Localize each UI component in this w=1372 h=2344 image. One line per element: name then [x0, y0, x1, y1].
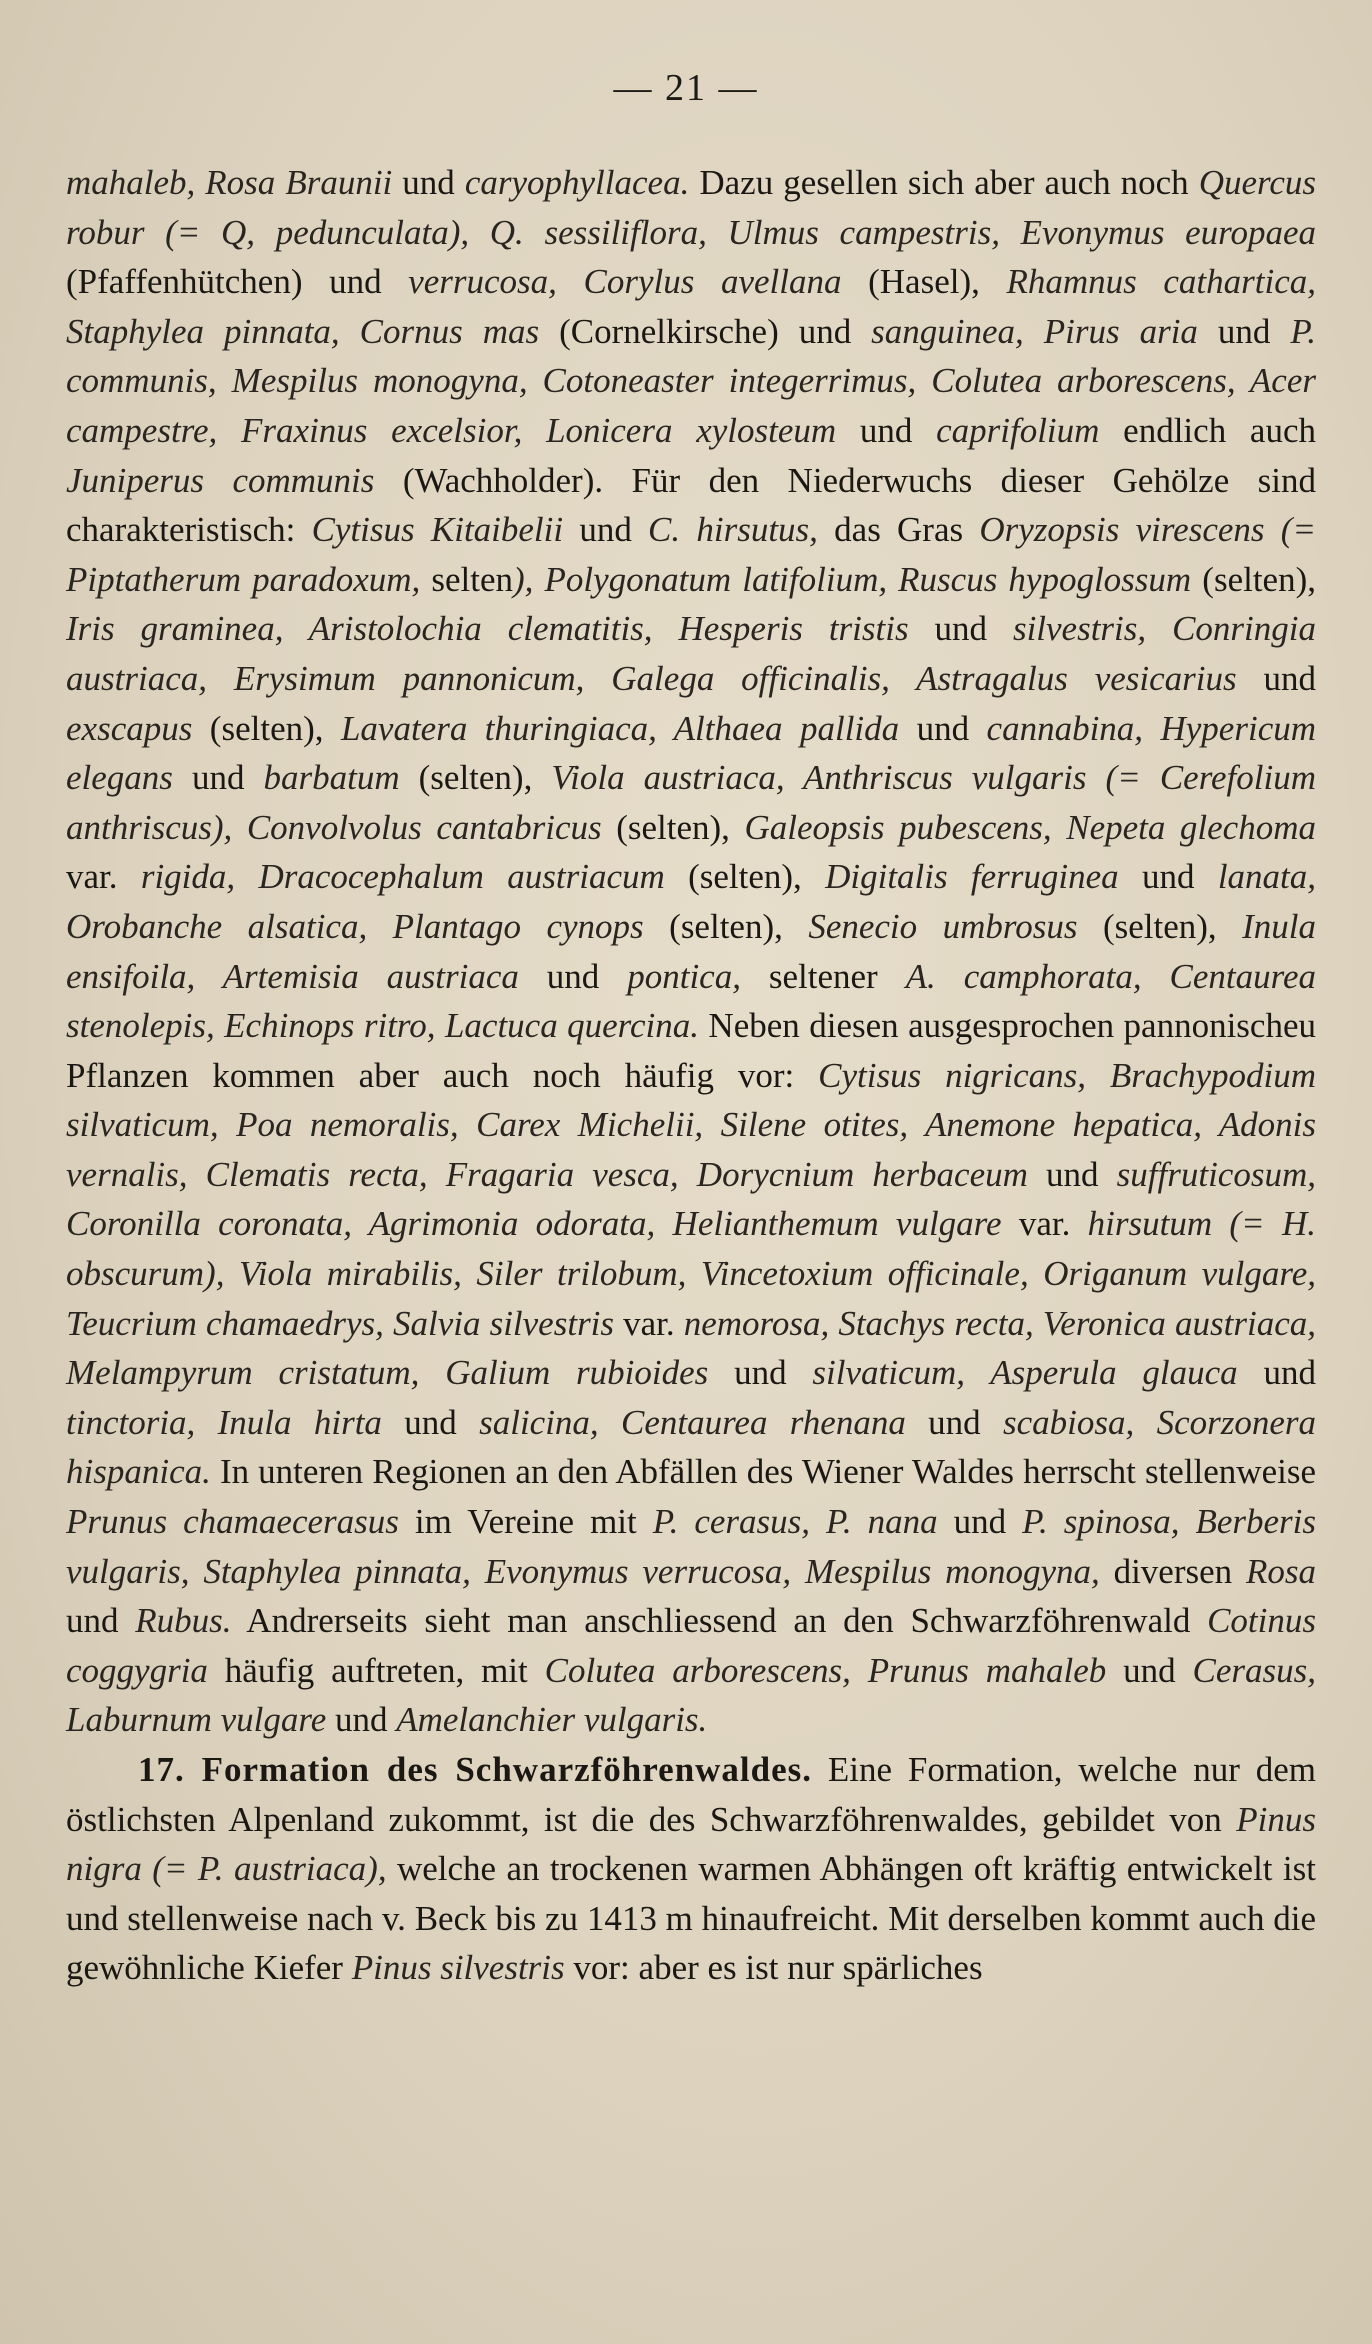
- section-heading: 17. Formation des Schwarzföhrenwaldes.: [138, 1750, 813, 1789]
- taxon-name: Juniperus communis: [66, 460, 375, 500]
- body-run: im Vereine mit: [398, 1502, 653, 1542]
- taxon-name: Rosa: [1245, 1551, 1316, 1591]
- taxon-name: Viola austriaca, Anthriscus vulgaris (= Cerefolium anthriscus), Convolvolus cantabricus: [66, 758, 1317, 847]
- body-run: Eine Formation, welche nur dem östlichsten Alpenland zukommt, ist die des Schwarzföhrenwaldes, gebildet von: [66, 1750, 1316, 1839]
- taxon-name: suffruticosum, Coronilla coronata, Agrimonia odorata, Helianthemum vulgare: [66, 1154, 1316, 1244]
- body-run: und: [899, 708, 987, 748]
- taxon-name: caprifolium: [936, 410, 1100, 450]
- taxon-name: Oryzopsis virescens (= Piptatherum paradoxum,: [66, 510, 1317, 599]
- taxon-name: Pinus silvestris: [351, 1948, 565, 1988]
- taxon-name: cannabina, Hypericum elegans: [66, 708, 1317, 798]
- body-run: und: [1197, 311, 1291, 351]
- taxon-name: Rubus.: [135, 1601, 232, 1641]
- body-run: und: [1027, 1154, 1117, 1194]
- taxon-name: C. hirsutus,: [648, 510, 818, 550]
- body-run: das Gras: [817, 510, 980, 550]
- body-run: (selten),: [643, 906, 809, 946]
- body-run: seltener: [740, 956, 906, 996]
- body-run: (selten),: [399, 758, 552, 798]
- taxon-name: Colutea arborescens, Prunus mahaleb: [544, 1650, 1107, 1690]
- body-run: (selten),: [601, 807, 745, 847]
- taxon-name: Cytisus Kitaibelii: [311, 510, 564, 550]
- taxon-name: salicina, Centaurea rhenana: [479, 1402, 906, 1442]
- body-run: (selten),: [1077, 906, 1243, 946]
- taxon-name: Cerasus, Laburnum vulgare: [66, 1650, 1316, 1740]
- page-number: — 21 —: [613, 67, 759, 109]
- body-run: und: [905, 1402, 1003, 1442]
- body-run: (Pfaffenhütchen) und: [66, 262, 409, 302]
- taxon-name: Iris graminea, Aristolochia clematitis, Hesperis tristis: [66, 609, 909, 649]
- body-run: und: [836, 410, 937, 450]
- taxon-name: Rhamnus cathartica, Staphylea pinnata, Cornus mas: [66, 262, 1316, 351]
- body-run: Dazu gesellen sich aber auch noch: [689, 163, 1199, 202]
- taxon-name: barbatum: [263, 758, 400, 798]
- taxon-name: Lavatera thuringiaca, Althaea pallida: [340, 708, 900, 748]
- taxon-name: nemorosa, Stachys recta, Veronica austriaca, Melampyrum cristatum, Galium rubioides: [66, 1303, 1316, 1393]
- taxon-name: Galeopsis pubescens, Nepeta glechoma: [744, 807, 1316, 847]
- body-run: var.: [1001, 1204, 1088, 1244]
- body-run: häufig auftreten, mit: [207, 1650, 545, 1690]
- body-run: vor: aber es ist nur spärliches: [564, 1948, 983, 1988]
- body-run: Neben diesen ausgesprochen pannonischeu Pflanzen kommen aber auch noch häufig vor:: [66, 1006, 1316, 1095]
- body-run: und: [172, 758, 264, 798]
- taxon-name: ), Polygonatum latifolium, Ruscus hypoglossum: [513, 559, 1192, 599]
- taxon-name: hirsutum (= H. obscurum), Viola mirabilis, Siler trilobum, Vincetoxium officinale, Origanum vulgare, Teucrium chamaedrys, Salvia silvestris: [66, 1204, 1316, 1343]
- body-run: (selten),: [664, 857, 826, 897]
- taxon-name: P. communis, Mespilus monogyna, Cotoneaster integerrimus, Colutea arborescens, Acer campestre, Fraxinus excelsior, Lonicera xylosteum: [66, 311, 1317, 450]
- taxon-name: lanata, Orobanche alsatica, Plantago cynops: [66, 857, 1317, 946]
- taxon-name: P. spinosa, Berberis vulgaris, Staphylea pinnata, Evonymus verrucosa, Mespilus monogyna,: [66, 1502, 1316, 1591]
- body-run: und: [1236, 658, 1317, 698]
- taxon-name: Cotinus coggygria: [66, 1601, 1316, 1690]
- taxon-name: sanguinea, Pirus aria: [871, 311, 1198, 351]
- body-run: und: [708, 1353, 813, 1393]
- body-run: und: [66, 1601, 136, 1641]
- body-run: (selten),: [192, 708, 341, 748]
- body-run: diversen: [1099, 1551, 1246, 1591]
- body-run: selten: [420, 559, 513, 599]
- body-run: und: [1237, 1353, 1317, 1393]
- taxon-name: Quercus robur (= Q, pedunculata), Q. sessiliflora, Ulmus campestris, Evonymus europaea: [66, 163, 1317, 252]
- body-run: In unteren Regionen an den Abfällen des Wiener Waldes herrscht stellenweise: [210, 1452, 1316, 1492]
- body-run: (selten),: [1191, 559, 1316, 599]
- body-run: (Hasel),: [841, 262, 1007, 302]
- body-run: (Wachholder). Für den Niederwuchs dieser Gehölze sind charakteristisch:: [66, 460, 1317, 550]
- taxon-name: P. cerasus, P. nana: [652, 1502, 938, 1542]
- taxon-name: Inula ensifoila, Artemisia austriaca: [66, 906, 1316, 996]
- taxon-name: Pinus nigra (= P. austriaca),: [66, 1799, 1316, 1889]
- body-run: und: [563, 510, 649, 550]
- body-run: und: [326, 1700, 397, 1740]
- taxon-name: Amelanchier vulgaris.: [396, 1700, 708, 1740]
- taxon-name: mahaleb, Rosa Braunii: [66, 163, 393, 202]
- taxon-name: caryophyllacea.: [464, 163, 690, 202]
- body-run: und: [518, 956, 628, 996]
- body-run: var.: [66, 857, 141, 897]
- paragraph-section-17: [66, 1745, 1316, 1993]
- body-run: und: [1106, 1650, 1193, 1690]
- taxon-name: Senecio umbrosus: [808, 906, 1078, 946]
- body-run: Andrerseits sieht man anschliessend an den Schwarzföhrenwald: [231, 1601, 1208, 1641]
- body-run: endlich auch: [1099, 410, 1316, 450]
- taxon-name: Prunus chamaecerasus: [66, 1502, 399, 1542]
- taxon-name: Digitalis ferruginea: [825, 857, 1119, 897]
- body-run: welche an trockenen warmen Abhängen oft kräftig entwickelt ist und stellenweise nach v. Beck bis zu 1413 m hinaufreicht. Mit derselben kommt auch die gewöhnliche Kiefer: [66, 1849, 1316, 1988]
- taxon-name: scabiosa, Scorzonera hispanica.: [66, 1402, 1317, 1492]
- body-text: [66, 158, 1316, 1993]
- body-run: und: [937, 1502, 1023, 1542]
- taxon-name: tinctoria, Inula hirta: [66, 1402, 382, 1442]
- body-run: (Cornelkirsche) und: [539, 311, 872, 351]
- taxon-name: silvaticum, Asperula glauca: [812, 1353, 1238, 1393]
- taxon-name: exscapus: [66, 708, 193, 748]
- taxon-name: pontica,: [627, 956, 741, 996]
- body-run: und: [392, 163, 465, 202]
- taxon-name: A. camphorata, Centaurea stenolepis, Echinops ritro, Lactuca quercina.: [66, 956, 1316, 1046]
- body-run: und: [381, 1402, 480, 1442]
- taxon-name: verrucosa, Corylus avellana: [408, 262, 842, 302]
- taxon-name: Cytisus nigricans, Brachypodium silvaticum, Poa nemoralis, Carex Michelii, Silene otites, Anemone hepatica, Adonis vernalis, Clematis recta, Fragaria vesca, Dorycnium herbaceum: [66, 1055, 1316, 1194]
- body-run: und: [908, 609, 1013, 649]
- paragraph-continuation: [66, 158, 1316, 1745]
- taxon-name: silvestris, Conringia austriaca, Erysimum pannonicum, Galega officinalis, Astragalus vesicarius: [66, 609, 1316, 698]
- body-run: var.: [614, 1303, 684, 1343]
- taxon-name: rigida, Dracocephalum austriacum: [140, 857, 665, 897]
- body-run: und: [1118, 857, 1218, 897]
